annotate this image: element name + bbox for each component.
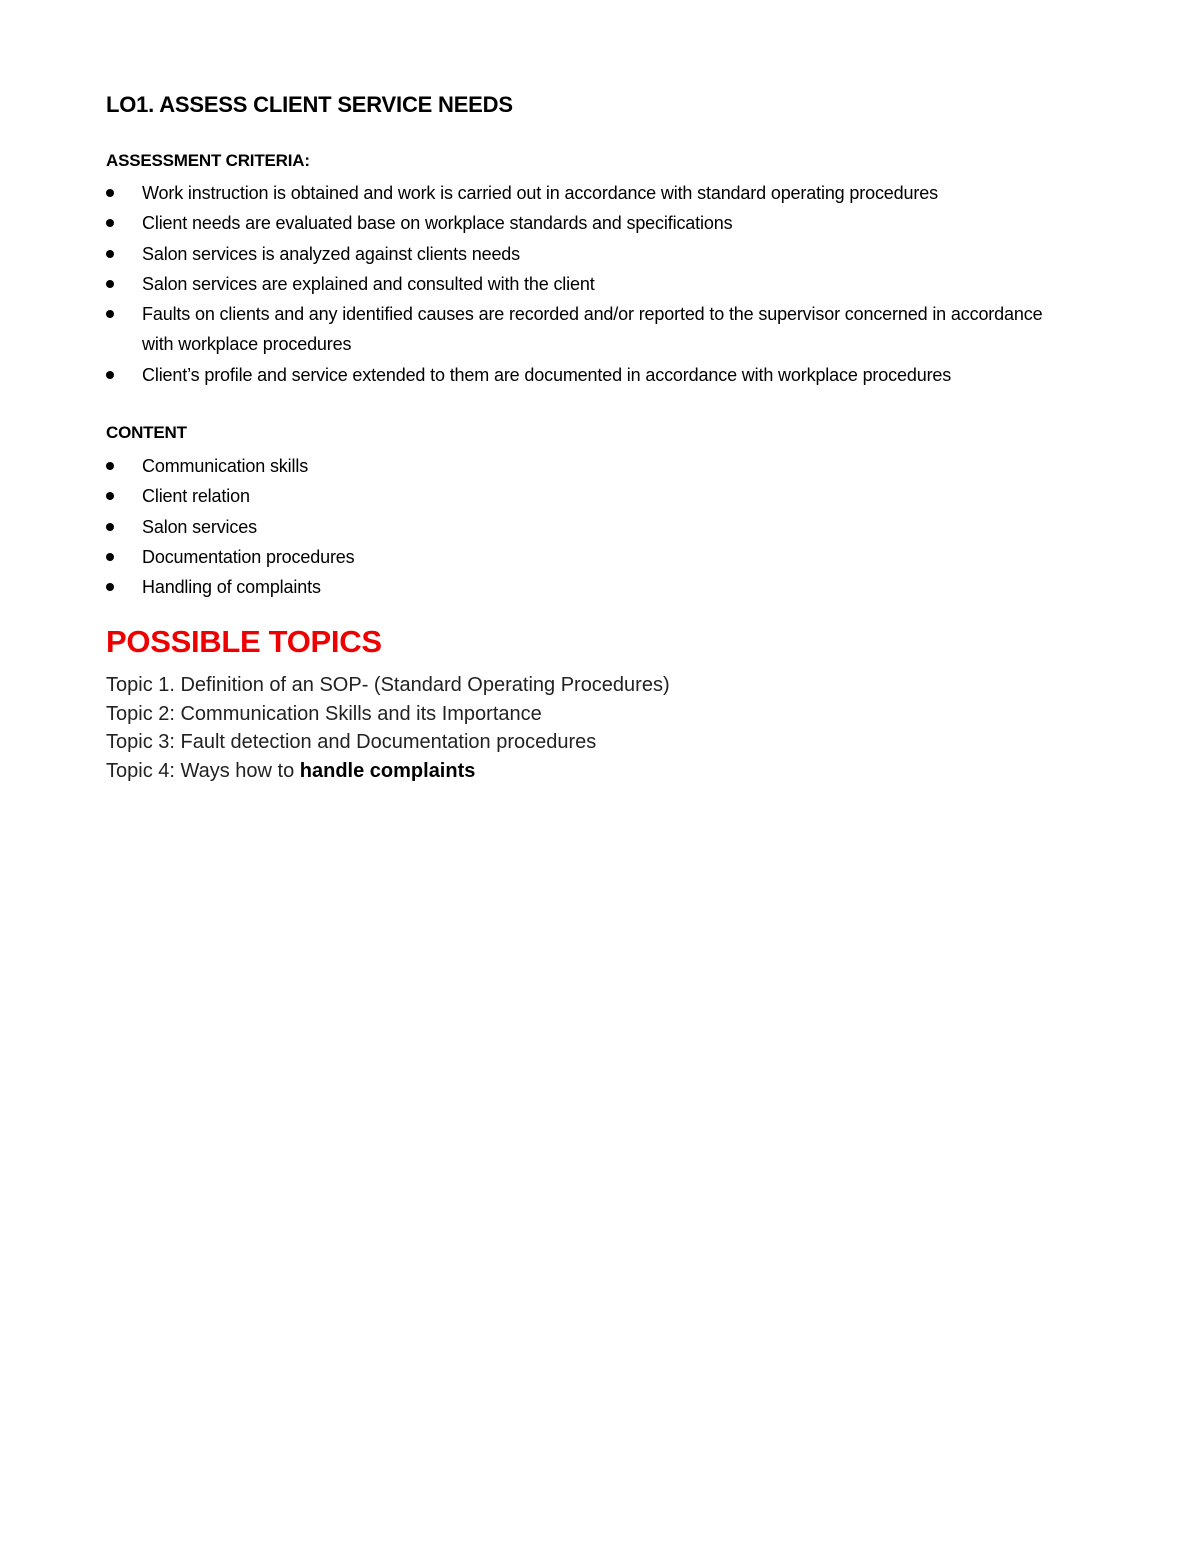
bullet-icon	[106, 250, 114, 258]
bullet-icon	[106, 523, 114, 531]
list-item-text: Communication skills	[142, 456, 309, 476]
page-title: LO1. ASSESS CLIENT SERVICE NEEDS	[106, 92, 513, 117]
list-item	[106, 269, 1066, 299]
bullet-icon	[106, 462, 114, 470]
content-heading: CONTENT	[106, 423, 187, 442]
list-item-text: Faults on clients and any identified causes are recorded and/or reported to the supervisor concerned in accordance with workplace procedures	[142, 304, 1043, 355]
list-item	[106, 572, 1066, 602]
topic-item	[106, 728, 670, 757]
list-item	[106, 178, 1066, 208]
list-item-text: Salon services are explained and consulted with the client	[142, 273, 595, 294]
topic-text: Topic 3: Fault detection and Documentation procedures	[106, 731, 597, 753]
bullet-icon	[106, 553, 114, 561]
list-item	[106, 451, 1066, 481]
assessment-criteria-heading: ASSESSMENT CRITERIA:	[106, 151, 310, 170]
bullet-icon	[106, 189, 114, 197]
list-item	[106, 208, 1066, 238]
list-item-text: Documentation procedures	[142, 546, 355, 567]
topic-item	[106, 700, 670, 729]
list-item	[106, 239, 1066, 269]
list-item	[106, 299, 1066, 360]
topics-list	[106, 671, 670, 785]
topic-item	[106, 757, 670, 786]
list-item-text: Client relation	[142, 486, 250, 507]
list-item-text: Work instruction is obtained and work is carried out in accordance with standard operating procedures	[142, 183, 938, 203]
bullet-icon	[106, 219, 114, 227]
list-item	[106, 512, 1066, 542]
list-item-text: Salon services	[142, 516, 257, 537]
list-item	[106, 360, 1066, 390]
topic-text: Topic 1. Definition of an SOP- (Standard Operating Procedures)	[106, 674, 670, 696]
list-item-text: Client’s profile and service extended to them are documented in accordance with workplace procedures	[142, 364, 952, 385]
list-item-text: Salon services is analyzed against clients needs	[142, 243, 521, 264]
bullet-icon	[106, 492, 114, 500]
list-item	[106, 542, 1066, 572]
bullet-icon	[106, 371, 114, 379]
topic-text: Topic 4: Ways how to	[106, 759, 300, 782]
list-item-text: Handling of complaints	[142, 577, 321, 598]
content-list	[106, 451, 1066, 602]
bullet-icon	[106, 280, 114, 288]
bullet-icon	[106, 583, 114, 591]
topic-emphasis: handle complaints	[299, 759, 476, 782]
list-item-text: Client needs are evaluated base on workplace standards and specifications	[142, 213, 733, 234]
assessment-criteria-list	[106, 178, 1066, 390]
bullet-icon	[106, 310, 114, 318]
list-item	[106, 481, 1066, 511]
possible-topics-heading: POSSIBLE TOPICS	[106, 624, 382, 659]
topic-item	[106, 671, 670, 700]
topic-text: Topic 2: Communication Skills and its Importance	[106, 702, 542, 725]
